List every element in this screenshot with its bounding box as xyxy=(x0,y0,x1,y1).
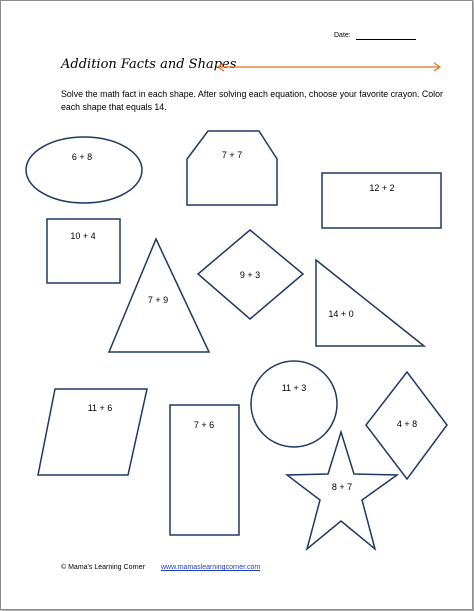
shape-label: 9 + 3 xyxy=(239,270,261,280)
instructions-text: Solve the math fact in each shape. After solving each equation, choose your favorite crayon. Color each shape that equals 14. xyxy=(61,89,443,112)
worksheet-title: Addition Facts and Shapes xyxy=(61,57,237,72)
date-label: Date: xyxy=(334,32,351,39)
parallelogram-shape xyxy=(38,389,147,475)
square-shape xyxy=(47,219,120,283)
shape-label: 11 + 6 xyxy=(87,403,113,413)
shape-label: 12 + 2 xyxy=(369,183,395,193)
shape-label: 14 + 0 xyxy=(328,309,354,319)
shapes-area xyxy=(1,1,472,609)
copyright-text: © Mama's Learning Corner xyxy=(61,564,145,571)
shape-label: 6 + 8 xyxy=(71,152,93,162)
shape-label: 7 + 6 xyxy=(193,420,215,430)
shape-label: 7 + 7 xyxy=(221,150,243,160)
circle-shape xyxy=(251,361,337,447)
oval-shape xyxy=(26,137,142,203)
website-link[interactable]: www.mamaslearningcorner.com xyxy=(161,564,261,571)
shape-label: 4 + 8 xyxy=(396,419,418,429)
pentagon-shape xyxy=(187,131,277,205)
shape-label: 10 + 4 xyxy=(70,231,96,241)
shape-label: 11 + 3 xyxy=(281,383,307,393)
rectangle-shape xyxy=(322,173,441,228)
shape-label: 7 + 9 xyxy=(147,295,169,305)
right-triangle-shape xyxy=(316,260,424,346)
shape-label: 8 + 7 xyxy=(331,482,353,492)
